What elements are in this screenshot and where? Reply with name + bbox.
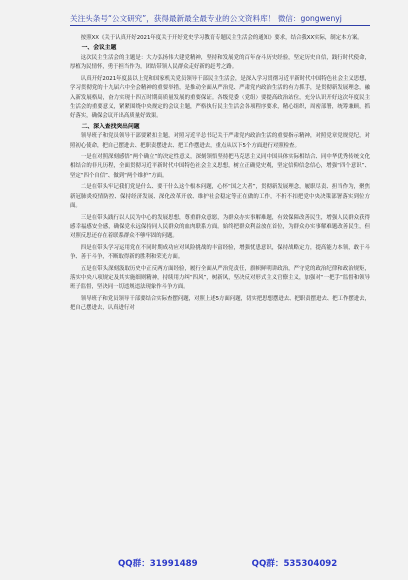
paragraph: 这次民主生活会的主题是：大力弘扬伟大建党精神，坚持和发展党的百年奋斗历史经验，坚定历史自信，践行时代使命，厚植为民情怀，勇于担当作为，团结带领人民群众走好新的赶考之路。	[70, 54, 370, 71]
paragraph: 三是在带头践行以人民为中心的发展思想，尊重群众意愿，为群众办实事解难题，有效保障改善民生，增强人民群众获得感幸福感安全感，确保党永远保持同人民群众的血肉联系方面。始终把群众利益放在首位，为群众办实事解难题改善民生，但对照反思还存在着联系群众不够牢固的问题。	[70, 214, 370, 240]
qq-group-1[interactable]: QQ群：31991489	[118, 559, 198, 569]
paragraph: 四是在带头学习运用党在不同时期成功应对风险挑战的丰富经验，增强忧患意识，保持战略定力，提高能力本领，敢于斗争、善于斗争，不断取得新的胜利和荣光方面。	[70, 244, 370, 261]
document-body	[70, 34, 370, 314]
qq-group-2[interactable]: QQ群：535304092	[251, 559, 338, 569]
intro-paragraph: 按照XX《关于认真开好2021年度关于开好党史学习教育专题民主生活会的通知》要求，结合我XX实际，制定本方案。	[80, 35, 363, 41]
header-divider	[70, 25, 370, 26]
paragraph: 领导班子和党员领导干部要紧扣主题，对照习近平总书记关于严肃党内政治生活的重要指示精神，对照党章党规党纪，对照初心使命，把自己摆进去、把职责摆进去、把工作摆进去，重点从以下5个方面进行对照检查。	[70, 133, 370, 149]
contact-footer	[118, 557, 378, 569]
section-heading-meeting-theme: 一、会议主题	[81, 45, 117, 52]
section-heading-find-problems: 二、深入查找突出问题	[81, 123, 140, 130]
paragraph: 认真开好2021年度县以上党和国家机关党员领导干部民主生活会，是深入学习贯彻习近平新时代中国特色社会主义思想，学习贯彻党的十九届六中全会精神的重要举措，是推动全面从严治党、严肃党内政治生活的有力抓手，是贯彻新发展理念，融入新发展格局，奋力实现十四五时期高质量发展的重要保证。各级党委（党组）要提高政治站位，充分认识开好这次年度民主生活会的重要意义，紧紧围绕中央规定的会议主题，严格执行民主生活会各项程序要求，精心组织，周密部署，统筹兼顾，抓好落实，确保会议开出高质量好效果。	[70, 75, 370, 120]
paragraph: 领导班子和党员领导干部要结合实际查摆问题，对照上述5方面问题，切实把思想摆进去、把职责摆进去、把工作摆进去，把自己摆进去，认真进行对	[70, 295, 370, 312]
paragraph: 二是在带头牢记我们党是什么、要干什么这个根本问题，心怀“国之大者”，贯彻新发展理念，履职尽责、担当作为，聚焦新冠肺炎疫情防控、保持经济发展、深化改革开放、维护社会稳定等正在做的工作，不折不扣把党中央决策部署落实到位方面。	[70, 184, 370, 210]
promo-header[interactable]: 关注头条号“公文研究”，获得最新最全最专业的公文资料库！ 微信：gongwenyj	[70, 14, 342, 23]
paragraph: 五是在带头深刻汲取历史中正反两方面经验，履行全面从严治党责任，旗帜鲜明讲政治，严守党的政治纪律和政治规矩，落实中央八项规定及其实施细则精神，持续用力纠“四风”，树新风，坚决反对形式主义官僚主义，加强对“一把手”监督和领导班子监督，坚决同一切违规违法现象作斗争方面。	[70, 265, 370, 291]
paragraph: 一是在对照深刻感悟“两个确立”的决定性意义，深刻领悟坚持把马克思主义同中国具体实际相结合、同中华优秀传统文化相结合的非凡历程，全面贯彻习近平新时代中国特色社会主义思想，树立正确党史观，坚定信仰信念信心，增强“四个意识”、坚定“四个自信”、做到“两个维护”方面。	[70, 154, 370, 179]
